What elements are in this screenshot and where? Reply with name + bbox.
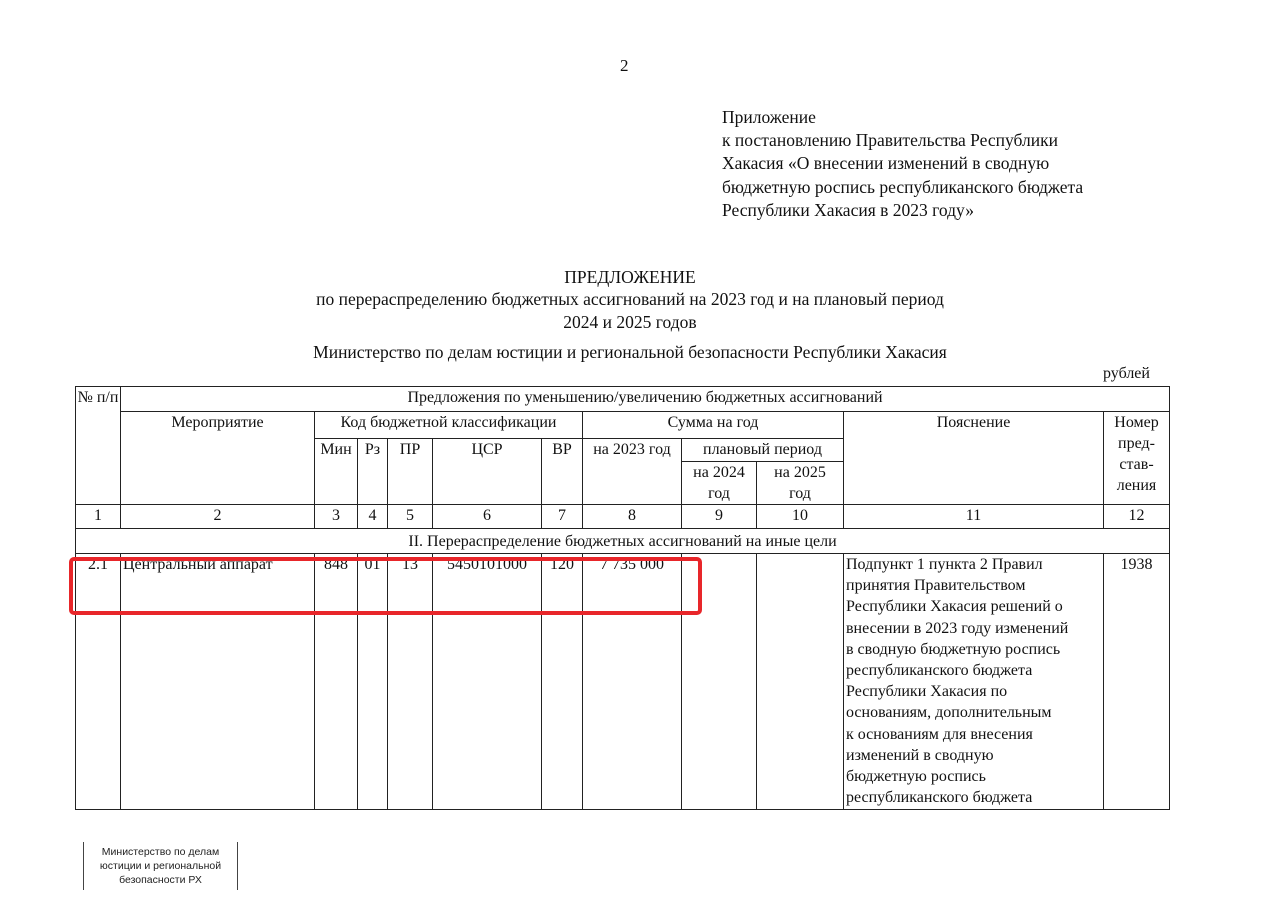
row-num: 2.1 <box>76 554 121 810</box>
column-number: 8 <box>583 505 682 529</box>
header-sum-group: Сумма на год <box>583 412 844 439</box>
column-number: 12 <box>1104 505 1170 529</box>
row-explanation <box>844 554 1104 810</box>
explanation-line: республиканского бюджета <box>846 789 1033 807</box>
column-number-row <box>76 505 1170 529</box>
header-min: Мин <box>315 439 358 505</box>
row-submission-number: 1938 <box>1104 554 1170 810</box>
row-sum-2023: 7 735 000 <box>583 554 682 810</box>
header-event: Мероприятие <box>121 412 315 505</box>
explanation-line: внесении в 2023 году изменений <box>846 619 1069 637</box>
header-csr: ЦСР <box>433 439 542 505</box>
column-number: 5 <box>388 505 433 529</box>
appendix-line: бюджетную роспись республиканского бюджета <box>722 176 1084 197</box>
column-number: 4 <box>358 505 388 529</box>
header-pr: ПР <box>388 439 433 505</box>
explanation-line: основаниям, дополнительным <box>846 704 1052 722</box>
column-number: 10 <box>757 505 844 529</box>
row-pr: 13 <box>388 554 433 810</box>
explanation-line: принятия Правительством <box>846 577 1026 595</box>
explanation-line: изменений в сводную <box>846 746 994 764</box>
header-num-col: № п/п <box>76 387 121 505</box>
column-number: 6 <box>433 505 542 529</box>
header-2024 <box>682 462 757 505</box>
document-title: ПРЕДЛОЖЕНИЕ <box>564 267 696 287</box>
header-2024-line1: на 2024 <box>693 464 745 481</box>
header-2025-line2: год <box>789 485 811 502</box>
explanation-line: бюджетную роспись <box>846 768 986 786</box>
section-title-text: II. Перераспределение бюджетных ассигнований на иные цели <box>408 533 837 550</box>
row-csr: 5450101000 <box>433 554 542 810</box>
header-row <box>76 412 1170 439</box>
header-2025-line1: на 2025 <box>774 464 826 481</box>
explanation-line: Республики Хакасия по <box>846 683 1008 701</box>
subtitle-line-2: 2024 и 2025 годов <box>563 312 697 332</box>
row-event: Центральный аппарат <box>121 554 315 810</box>
column-number: 11 <box>844 505 1104 529</box>
column-number: 2 <box>121 505 315 529</box>
explanation-line: к основаниям для внесения <box>846 725 1033 743</box>
header-explanation: Пояснение <box>844 412 1104 505</box>
row-min: 848 <box>315 554 358 810</box>
appendix-block <box>722 106 1083 222</box>
column-number: 1 <box>76 505 121 529</box>
header-2023: на 2023 год <box>583 439 682 505</box>
stamp-line: безопасности РХ <box>119 874 202 886</box>
row-sum-2025 <box>757 554 844 810</box>
column-number: 7 <box>542 505 583 529</box>
red-highlight-box <box>69 557 702 615</box>
explanation-line: в сводную бюджетную роспись <box>846 640 1061 658</box>
ministry-name: Министерство по делам юстиции и региональной безопасности Республики Хакасия <box>313 342 947 362</box>
section-title <box>76 529 1170 554</box>
header-group-title: Предложения по уменьшению/увеличению бюджетных ассигнований <box>121 387 1170 412</box>
appendix-line: Приложение <box>722 107 816 127</box>
appendix-line: Хакасия «О внесении изменений в сводную <box>722 153 1050 174</box>
explanation-line: Республики Хакасия решений о <box>846 598 1063 616</box>
header-rz: Рз <box>358 439 388 505</box>
page-number: 2 <box>620 56 629 75</box>
row-rz: 01 <box>358 554 388 810</box>
stamp-line: Министерство по делам <box>101 846 220 858</box>
column-number: 3 <box>315 505 358 529</box>
section-row <box>76 529 1170 554</box>
appendix-line: Республики Хакасия в 2023 году» <box>722 199 974 220</box>
header-row <box>76 387 1170 412</box>
row-vr: 120 <box>542 554 583 810</box>
column-number: 9 <box>682 505 757 529</box>
explanation-line: Подпункт 1 пункта 2 Правил <box>846 556 1043 573</box>
header-2024-line2: год <box>708 485 730 502</box>
ministry-stamp <box>83 842 238 890</box>
header-code-group: Код бюджетной классификации <box>315 412 583 439</box>
header-vr: ВР <box>542 439 583 505</box>
header-planned-period: плановый период <box>682 439 844 462</box>
units-label: рублей <box>1103 365 1150 382</box>
appendix-line: к постановлению Правительства Республики <box>722 130 1058 151</box>
explanation-line: республиканского бюджета <box>846 662 1033 680</box>
header-submission-number: Номер пред-став-ления <box>1104 412 1170 505</box>
header-2025 <box>757 462 844 505</box>
document-subtitle <box>0 288 1260 334</box>
stamp-line: юстиции и региональной <box>99 860 222 872</box>
subtitle-line-1: по перераспределению бюджетных ассигнований на 2023 год и на плановый период <box>316 289 944 309</box>
